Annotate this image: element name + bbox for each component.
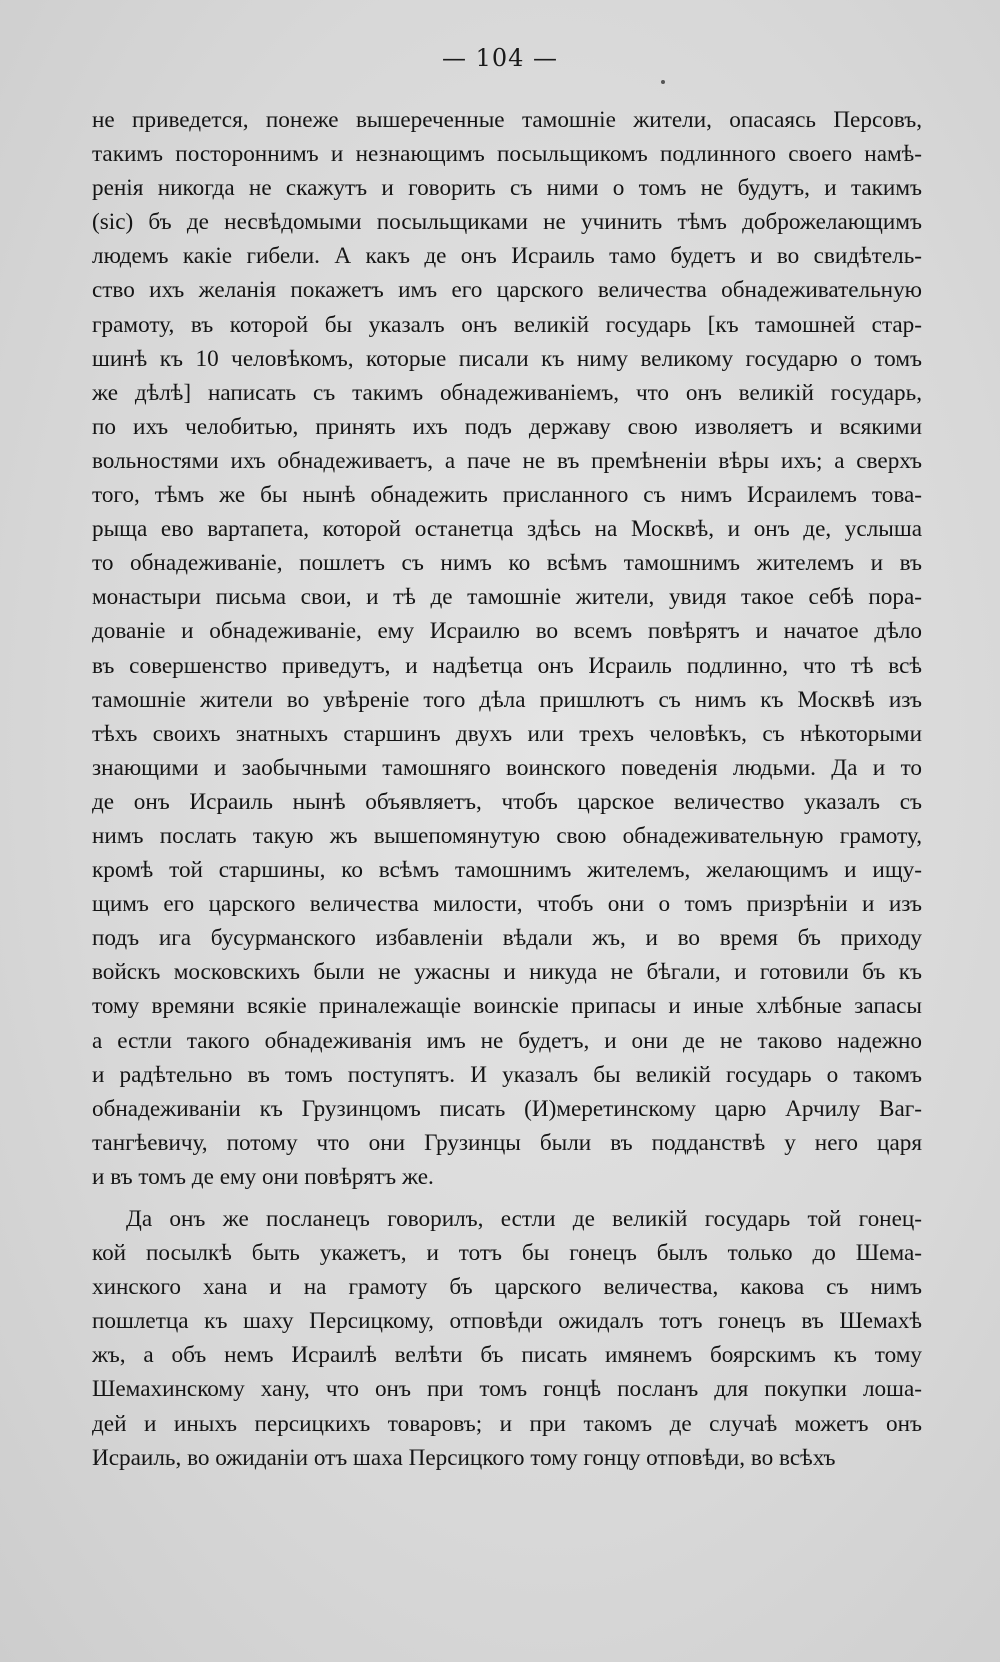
text-line: дей и иныхъ персицкихъ товаровъ; и при такомъ де случаѣ можетъ онъ [92, 1410, 922, 1437]
text-line: пошлетца къ шаху Персицкому, отповѣди ожидалъ тотъ гонецъ въ Шемахѣ [92, 1308, 922, 1335]
text-line: шинѣ къ 10 человѣкомъ, которые писали къ ниму великому государю о томъ [92, 345, 922, 372]
text-line: дованіе и обнадеживаніе, ему Исраилю во всемъ повѣрятъ и начатое дѣло [92, 618, 922, 645]
text-line: знающими и заобычными тамошняго воинского поведенія людьми. Да и то [92, 754, 922, 781]
text-line: Шемахинскому хану, что онъ при томъ гонцѣ посланъ для покупки лошa- [92, 1376, 922, 1403]
body-text [92, 103, 922, 1475]
text-line: рыща ево вартапета, которой останетца здѣсь на Москвѣ, и онъ де, услыша [92, 516, 922, 543]
text-line: подъ ига бусурманского избавленіи вѣдали жъ, и во время бъ приходу [92, 925, 922, 952]
text-line: грамоту, въ которой бы указалъ онъ великій государь [къ тамошней стар- [92, 311, 922, 338]
text-line: кой посылкѣ быть укажетъ, и тотъ бы гонецъ былъ только до Шема- [92, 1240, 922, 1267]
paragraph [92, 103, 922, 1194]
text-line: де онъ Исраиль нынѣ объявляетъ, чтобъ царское величество указалъ съ [92, 788, 922, 815]
text-line: то обнадеживаніе, пошлетъ съ нимъ ко всѣмъ тамошнимъ жителемъ и въ [92, 550, 922, 577]
text-line: въ совершенство приведутъ, и надѣетца онъ Исраиль подлинно, что тѣ всѣ [92, 652, 922, 679]
text-line: по ихъ челобитью, принять ихъ подъ державу свою изволяетъ и всякими [92, 413, 922, 440]
text-line: и въ томъ де ему они повѣрятъ же. [92, 1163, 434, 1190]
text-line: тѣхъ своихъ знатныхъ старшинъ двухъ или трехъ человѣкъ, съ нѣкоторыми [92, 720, 922, 747]
text-line: не приведется, понеже вышереченные тамошніе жители, опасаясь Персовъ, [92, 107, 922, 133]
print-speck [661, 80, 665, 84]
text-line: нимъ послать такую жъ вышепомянутую свою обнадеживательную грамоту, [92, 822, 922, 849]
text-line: ренія никогда не скажутъ и говорить съ ними о томъ не будутъ, и такимъ [92, 175, 922, 202]
text-line: тому времяни всякіе приналежащіе воинскіе припасы и иные хлѣбные запасы [92, 993, 922, 1020]
text-line: щимъ его царского величества милости, чтобъ они о томъ призрѣніи и изъ [92, 891, 922, 918]
text-line: войскъ московскихъ были не ужасны и никуда не бѣгали, и готовили бъ къ [92, 959, 922, 986]
text-line: и радѣтельно въ томъ поступятъ. И указалъ бы великій государь о такомъ [92, 1061, 922, 1088]
text-line: же дѣлѣ] написать съ такимъ обнадеживаніемъ, что онъ великій государь, [92, 379, 922, 406]
text-line: вольностями ихъ обнадеживаетъ, а паче не въ премѣненіи вѣры ихъ; а сверхъ [92, 447, 922, 474]
text-line: ство ихъ желанія покажетъ имъ его царского величества обнадеживательную [92, 277, 922, 304]
text-line: (sic) бъ де несвѣдомыми посыльщиками не учинить тѣмъ доброжелающимъ [92, 209, 922, 236]
text-line: тангѣевичу, потому что они Грузинцы были въ подданствѣ у него царя [92, 1129, 922, 1156]
paragraph [92, 1202, 922, 1475]
text-line: такимъ постороннимъ и незнающимъ посыльщикомъ подлинного своего намѣ- [92, 141, 922, 168]
text-line: монастыри письма свои, и тѣ де тамошніе жители, увидя такое себѣ пора- [92, 584, 922, 611]
text-line: Да онъ же посланецъ говорилъ, естли де великій государь той гонец- [126, 1206, 922, 1232]
text-line: тамошніе жители во увѣреніе того дѣла пришлютъ съ нимъ къ Москвѣ изъ [92, 686, 922, 713]
page-number: — 104 — [441, 44, 559, 72]
text-line: жъ, а объ немъ Исраилѣ велѣти бъ писать имянемъ боярскимъ къ тому [92, 1342, 922, 1369]
text-line: Исраиль, во ожиданіи отъ шаха Персицкого тому гонцу отповѣди, во всѣхъ [92, 1444, 836, 1471]
text-line: хинского хана и на грамоту бъ царского величества, какова съ нимъ [92, 1274, 922, 1301]
text-line: того, тѣмъ же бы нынѣ обнадежить присланного съ нимъ Исраилемъ това- [92, 482, 922, 509]
text-line: а естли такого обнадеживанія имъ не будетъ, и они де не таково надежно [92, 1027, 922, 1054]
text-line: кромѣ той старшины, ко всѣмъ тамошнимъ жителемъ, желающимъ и ищу- [92, 857, 922, 884]
text-line: людемъ какіе гибели. А какъ де онъ Исраиль тамо будетъ и во свидѣтель- [92, 243, 922, 270]
paragraph-gap [92, 1194, 922, 1202]
text-line: обнадеживаніи къ Грузинцомъ писать (И)меретинскому царю Арчилу Ваг- [92, 1095, 922, 1122]
